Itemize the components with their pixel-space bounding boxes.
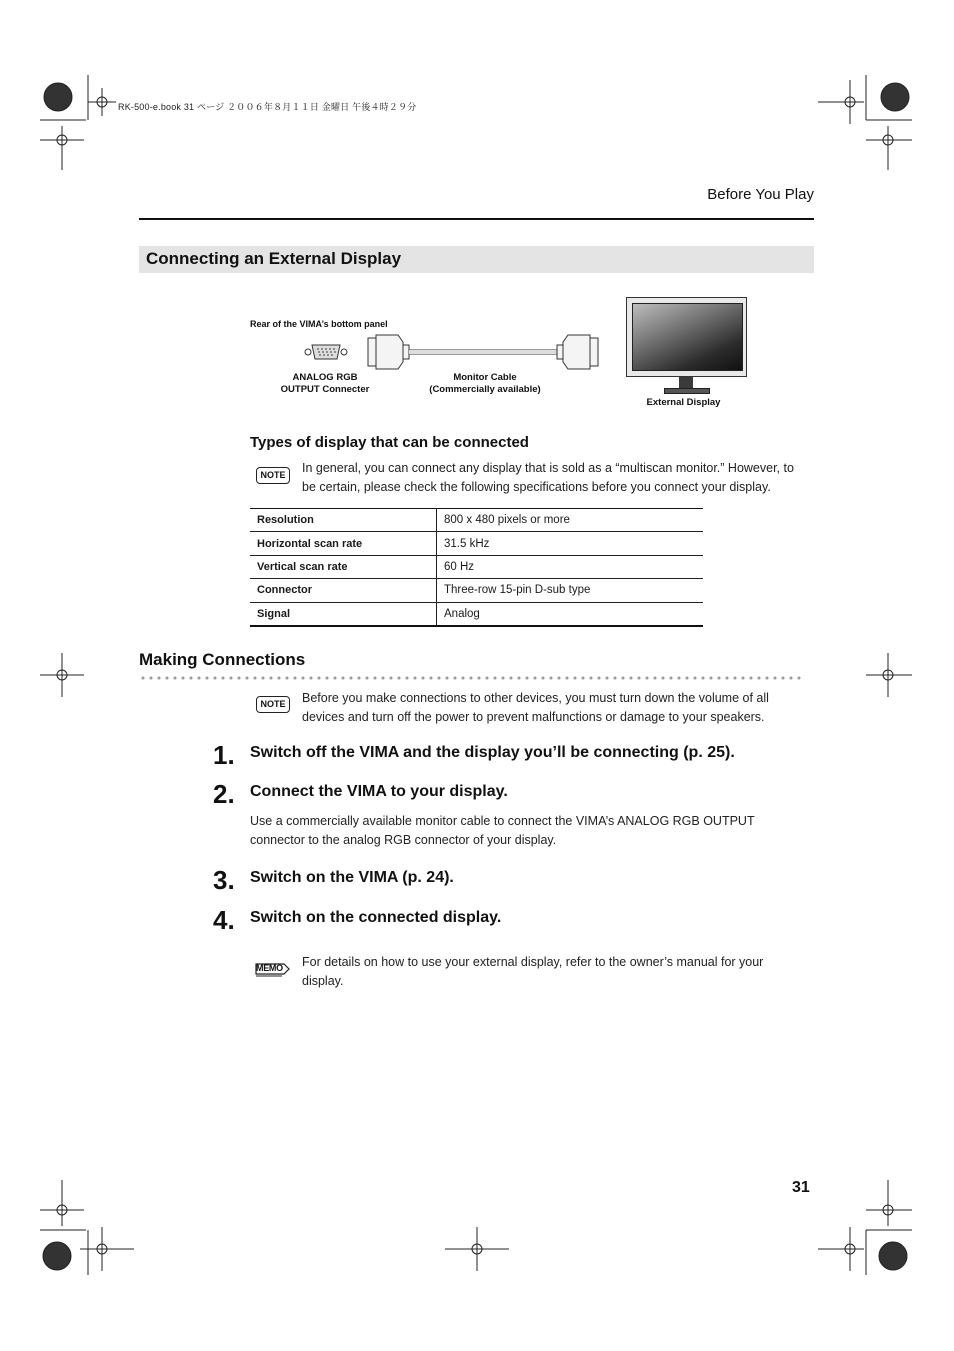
memo-text: For details on how to use your external display, refer to the owner’s manual for your display. bbox=[302, 955, 764, 988]
external-display-icon bbox=[626, 297, 747, 377]
spec-value: Three-row 15-pin D-sub type bbox=[437, 579, 704, 602]
step-title: Switch on the connected display. bbox=[250, 909, 502, 926]
connector-label-line1: ANALOG RGB bbox=[292, 372, 358, 383]
section-title-bar bbox=[139, 246, 814, 273]
step-body: Use a commercially available monitor cable to connect the VIMA’s ANALOG RGB OUTPUT connector to the analog RGB connector of your display. bbox=[250, 814, 755, 847]
spec-key: Resolution bbox=[250, 509, 437, 532]
display-label: External Display bbox=[646, 397, 721, 408]
cable-plug-right-icon bbox=[557, 335, 598, 369]
step-title: Switch on the VIMA (p. 24). bbox=[250, 869, 454, 886]
spec-value: 31.5 kHz bbox=[437, 532, 704, 555]
spec-value: 60 Hz bbox=[437, 555, 704, 578]
note-icon: NOTE bbox=[256, 696, 290, 713]
connection-diagram bbox=[240, 295, 760, 415]
spec-key: Vertical scan rate bbox=[250, 555, 437, 578]
spec-table bbox=[250, 508, 703, 627]
vga-port-icon bbox=[305, 345, 347, 359]
step-title: Switch off the VIMA and the display you’ll be connecting (p. 25). bbox=[250, 744, 735, 761]
rear-panel-label: Rear of the VIMA’s bottom panel bbox=[250, 319, 388, 329]
connector-label bbox=[265, 372, 385, 396]
spec-value: 800 x 480 pixels or more bbox=[437, 509, 704, 532]
page-number: 31 bbox=[792, 1179, 810, 1196]
step-title: Connect the VIMA to your display. bbox=[250, 783, 508, 800]
making-note-text: Before you make connections to other devices, you must turn down the volume of all devices and turn off the power to prevent malfunctions or damage to your speakers. bbox=[302, 691, 769, 724]
note-icon: NOTE bbox=[256, 467, 290, 484]
making-connections-heading: Making Connections bbox=[139, 650, 306, 669]
cable-plug-left-icon bbox=[368, 335, 409, 369]
table-row bbox=[250, 509, 703, 532]
cable-label bbox=[420, 372, 550, 396]
table-row bbox=[250, 532, 703, 555]
table-row bbox=[250, 602, 703, 626]
types-note-text: In general, you can connect any display that is sold as a “multiscan monitor.” However, to be certain, please check the following specifications before you connect your display. bbox=[302, 461, 794, 494]
spec-key: Horizontal scan rate bbox=[250, 532, 437, 555]
memo-label: MEMO bbox=[256, 963, 283, 973]
header-rule bbox=[139, 218, 814, 220]
running-header: Before You Play bbox=[707, 186, 814, 203]
monitor-cable bbox=[409, 350, 557, 354]
table-row bbox=[250, 579, 703, 602]
section-title: Connecting an External Display bbox=[146, 249, 402, 268]
cable-label-line1: Monitor Cable bbox=[453, 372, 517, 383]
step-number: 4. bbox=[213, 905, 235, 935]
types-heading: Types of display that can be connected bbox=[250, 434, 529, 451]
step-number: 3. bbox=[213, 865, 235, 895]
cable-label-line2: (Commercially available) bbox=[429, 384, 541, 395]
dotted-divider bbox=[139, 676, 804, 680]
step-number: 2. bbox=[213, 779, 235, 809]
memo-icon bbox=[254, 958, 290, 980]
table-row bbox=[250, 555, 703, 578]
print-info: RK-500-e.book 31 ページ ２００６年８月１１日 金曜日 午後４時２９分 bbox=[118, 102, 417, 112]
connector-label-line2: OUTPUT Connecter bbox=[280, 384, 370, 395]
spec-value: Analog bbox=[444, 607, 480, 620]
spec-key: Signal bbox=[250, 602, 437, 626]
step-number: 1. bbox=[213, 740, 235, 770]
spec-key: Connector bbox=[250, 579, 437, 602]
